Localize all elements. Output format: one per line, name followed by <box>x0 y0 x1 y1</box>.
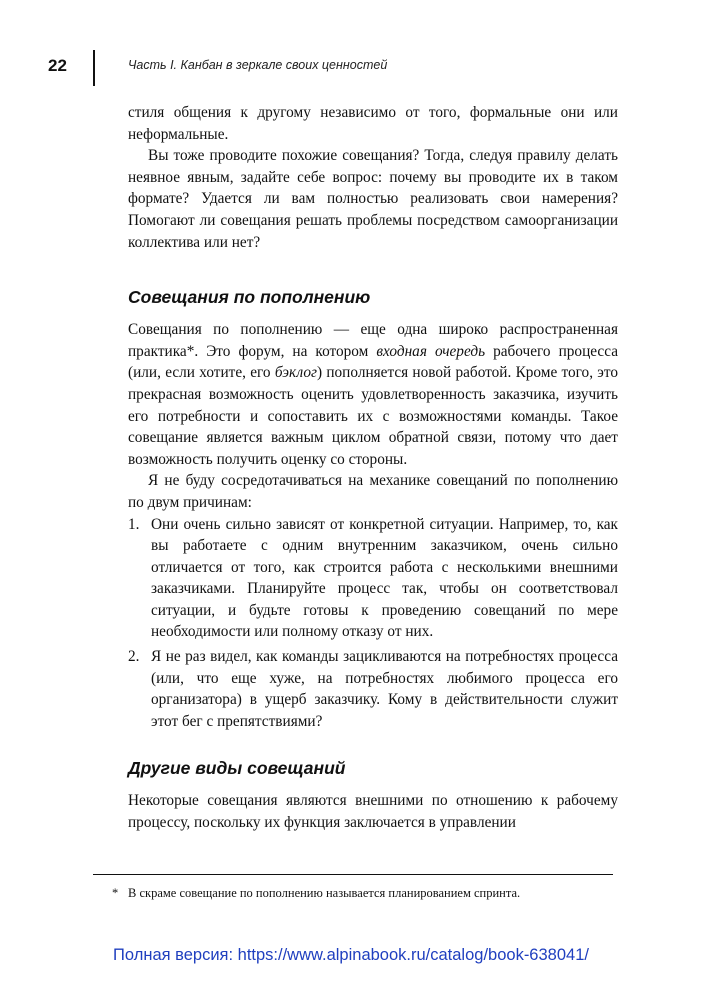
paragraph-replenishment: Совещания по пополнению — еще одна широко распространенная практика*. Это форум, на котором входная очередь рабочего процесса (или, если хотите, его бэклог) пополняется новой работой. Кроме того, это прекрасная возможность оценить удовлетворенность заказчика, изучить его потребности и сопоставить их с возможностями команды. Такое совещание является важным циклом обратной связи, потому что дает возможность получить оценку со стороны. <box>128 321 618 468</box>
list-item-text: Они очень сильно зависят от конкретной ситуации. Например, то, как вы работаете с одним внутренним заказчиком, очень сильно отличается от того, как строится работа с несколькими внешними заказчиками. Планируйте процесс так, чтобы он соответствовал ситуации, и будьте готовы к проведению совещаний по мере необходимости или полному отказу от них. <box>151 515 618 641</box>
footnote-text: В скраме совещание по пополнению называется планированием спринта. <box>128 886 521 900</box>
list-number: 1. <box>128 515 140 533</box>
term-backlog: бэклог <box>274 364 317 382</box>
header-divider <box>93 50 95 86</box>
running-title: Часть I. Канбан в зеркале своих ценностей <box>128 58 388 72</box>
page-header <box>0 50 702 86</box>
term-input-queue: входная очередь <box>376 342 486 360</box>
paragraph: Вы тоже проводите похожие совещания? Тогда, следуя правилу делать неявное явным, задайте себе вопрос: почему вы проводите их в таком формате? Удается ли вам полностью реализовать свои намерения? Помогают ли совещания решать проблемы посредством самоорганизации коллектива или нет? <box>128 147 618 251</box>
paragraph: Некоторые совещания являются внешними по отношению к рабочему процессу, поскольку их функция заключается в управлении <box>128 792 618 832</box>
list-item <box>128 514 618 644</box>
paragraph: Я не буду сосредотачиваться на механике совещаний по пополнению по двум причинам: <box>128 472 618 511</box>
page-body <box>128 102 618 834</box>
page-number: 22 <box>48 56 67 75</box>
footnote-divider <box>93 874 613 875</box>
list-item-text: Я не раз видел, как команды зацикливаются на потребностях процесса (или, что еще хуже, на потребностях любимого процесса его организатора) в ущерб заказчику. Кому в действительности служит этот бег с препятствиями? <box>151 648 618 730</box>
numbered-list <box>128 514 618 733</box>
section-heading-other-meetings: Другие виды совещаний <box>128 758 346 779</box>
list-item <box>128 646 618 732</box>
full-version-link[interactable]: Полная версия: https://www.alpinabook.ru/catalog/book-638041/ <box>113 946 589 964</box>
footnote-mark: * <box>112 886 119 900</box>
paragraph-continued: стиля общения к другому независимо от того, формальные они или неформальные. <box>128 104 618 143</box>
section-heading-replenishment: Совещания по пополнению <box>128 287 371 308</box>
footnote <box>112 884 608 902</box>
list-number: 2. <box>128 648 140 666</box>
